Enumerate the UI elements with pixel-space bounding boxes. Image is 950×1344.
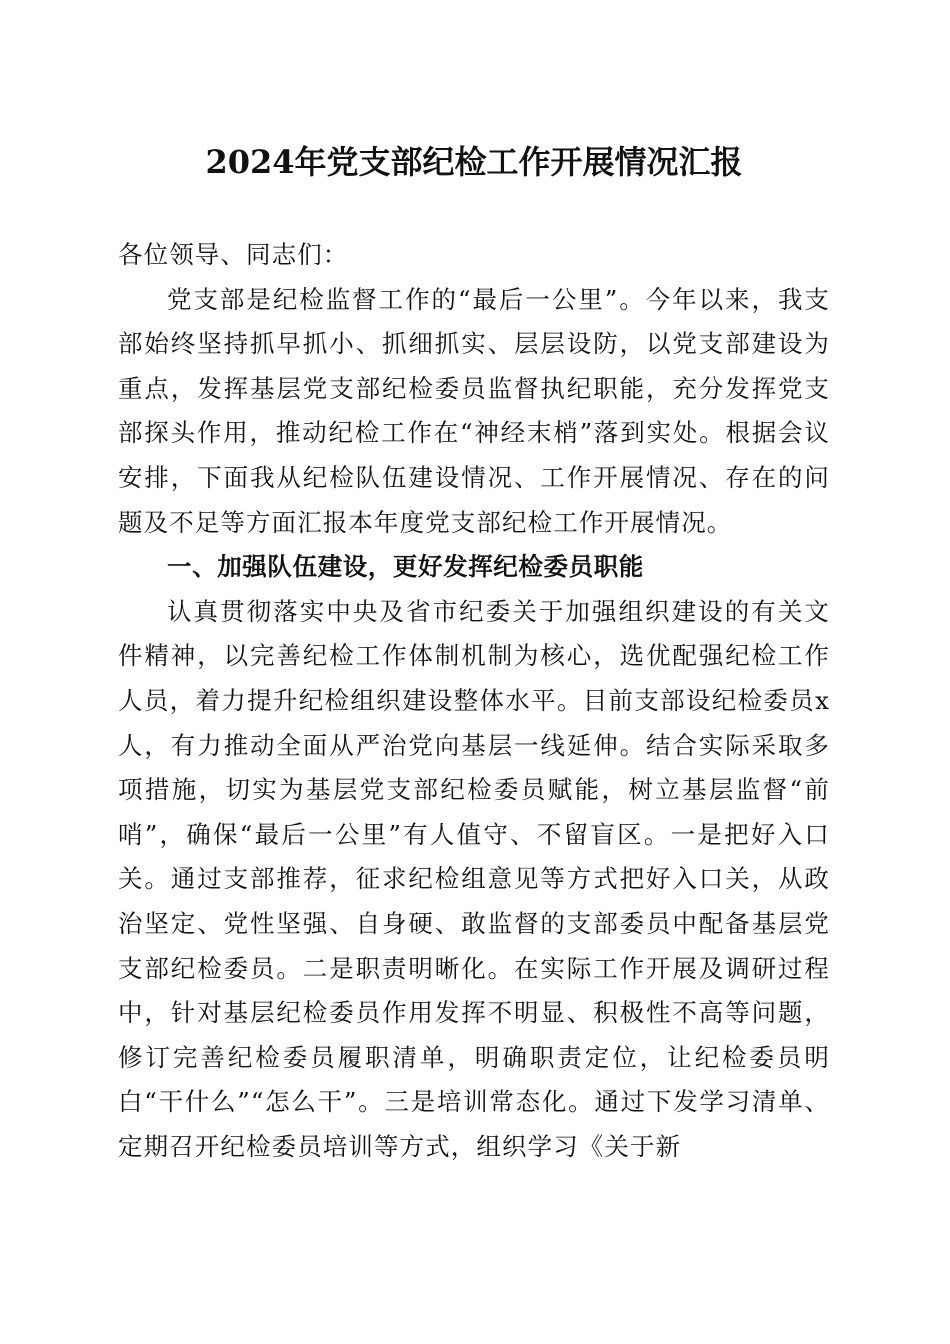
section-heading-1: 一、加强队伍建设，更好发挥纪检委员职能	[167, 552, 644, 582]
salutation: 各位领导、同志们：	[118, 240, 349, 269]
document-body	[118, 233, 830, 1169]
paragraph-team-building: 认真贯彻落实中央及省市纪委关于加强组织建设的有关文件精神，以完善纪检工作体制机制为核心，选优配强纪检工作人员，着力提升纪检组织建设整体水平。目前支部设纪检委员x人，有力推动全面从严治党向基层一线延伸。结合实际采取多项措施，切实为基层党支部纪检委员赋能，树立基层监督“前哨”，确保“最后一公里”有人值守、不留盲区。一是把好入口关。通过支部推荐，征求纪检组意见等方式把好入口关，从政治坚定、党性坚强、自身硬、敢监督的支部委员中配备基层党支部纪检委员。二是职责明晰化。在实际工作开展及调研过程中，针对基层纪检委员作用发挥不明显、积极性不高等问题，修订完善纪检委员履职清单，明确职责定位，让纪检委员明白“干什么”“怎么干”。三是培训常态化。通过下发学习清单、定期召开纪检委员培训等方式，组织学习《关于新	[118, 596, 830, 1161]
document-page	[118, 138, 830, 1161]
document-title: 2024年党支部纪检工作开展情况汇报	[205, 143, 743, 181]
paragraph-intro: 党支部是纪检监督工作的“最后一公里”。今年以来，我支部始终坚持抓早抓小、抓细抓实、层层设防，以党支部建设为重点，发挥基层党支部纪检委员监督执纪职能，充分发挥党支部探头作用，推动纪检工作在“神经末梢”落到实处。根据会议安排，下面我从纪检队伍建设情况、工作开展情况、存在的问题及不足等方面汇报本年度党支部纪检工作开展情况。	[118, 284, 830, 537]
